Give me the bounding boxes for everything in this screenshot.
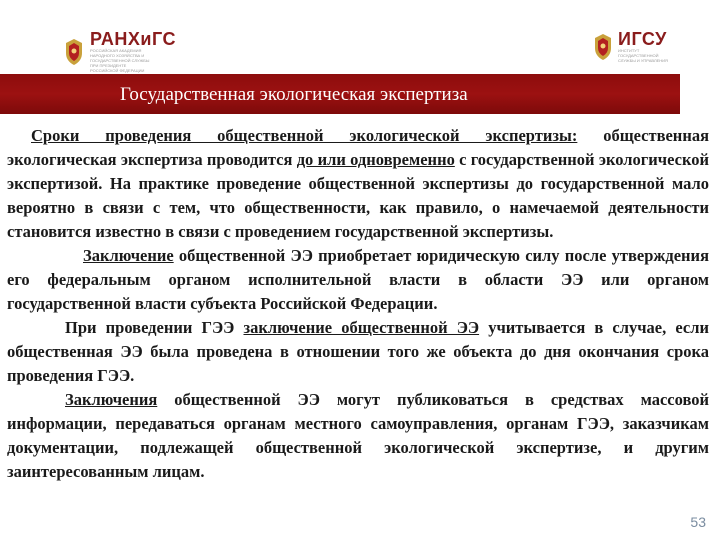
paragraph-conclusion <box>7 244 709 316</box>
text-segment: общественной ЭЭ могут публиковаться в средствах массовой информации, передаваться органам местного самоуправления, органам ГЭЭ, заказчикам документации, подлежащей общественной экологической экспертизе, и другим заинтересованным лицам. <box>7 390 709 481</box>
emblem-icon <box>62 37 86 67</box>
text-segment: с государственной экологической экспертизой. На практике проведение общественной экспертизы до государственной мало вероятно в связи с тем, что общественности, как правило, о намечаемой деятельности становится известно в связи с проведением государственной экспертизы. <box>7 150 709 241</box>
page-number: 53 <box>690 514 706 530</box>
logo-name: ИГСУ <box>618 29 667 49</box>
paragraph-gee <box>7 316 709 388</box>
logo-name: РАНХиГС <box>90 29 176 49</box>
paragraph-lead: Сроки проведения общественной экологической экспертизы: <box>31 126 578 145</box>
underlined-phrase: до или одновременно <box>296 150 455 169</box>
underlined-phrase: Заключение <box>83 246 174 265</box>
paragraph-terms <box>7 124 709 244</box>
text-segment: общественной ЭЭ приобретает юридическую силу после утверждения его федеральным органом исполнительной власти в области ЭЭ или органом государственной власти субъекта Российской Федерации. <box>7 246 709 313</box>
text-segment: учитывается в случае, если общественная ЭЭ была проведена в отношении того же объекта до дня окончания срока проведения ГЭЭ. <box>7 318 709 385</box>
emblem-icon <box>592 32 614 62</box>
igsu-logo <box>592 30 676 63</box>
underlined-phrase: заключение общественной ЭЭ <box>243 318 480 337</box>
underlined-phrase: Заключения <box>65 390 158 409</box>
logo-subtitle: РОССИЙСКАЯ АКАДЕМИЯ НАРОДНОГО ХОЗЯЙСТВА И ГОСУДАРСТВЕННОЙ СЛУЖБЫ ПРИ ПРЕЗИДЕНТЕ РОССИЙСКОЙ ФЕДЕРАЦИИ <box>90 48 150 73</box>
slide-body <box>7 124 709 484</box>
title-bar <box>0 74 680 114</box>
paragraph-publication <box>7 388 709 484</box>
text-segment: При проведении ГЭЭ <box>65 318 244 337</box>
slide-title: Государственная экологическая экспертиза <box>120 84 468 105</box>
logo-subtitle: ИНСТИТУТ ГОСУДАРСТВЕННОЙ СЛУЖБЫ И УПРАВЛЕНИЯ <box>618 48 668 63</box>
ranepa-logo <box>62 30 176 73</box>
text-segment: общественная экологическая экспертиза проводится <box>7 126 710 169</box>
